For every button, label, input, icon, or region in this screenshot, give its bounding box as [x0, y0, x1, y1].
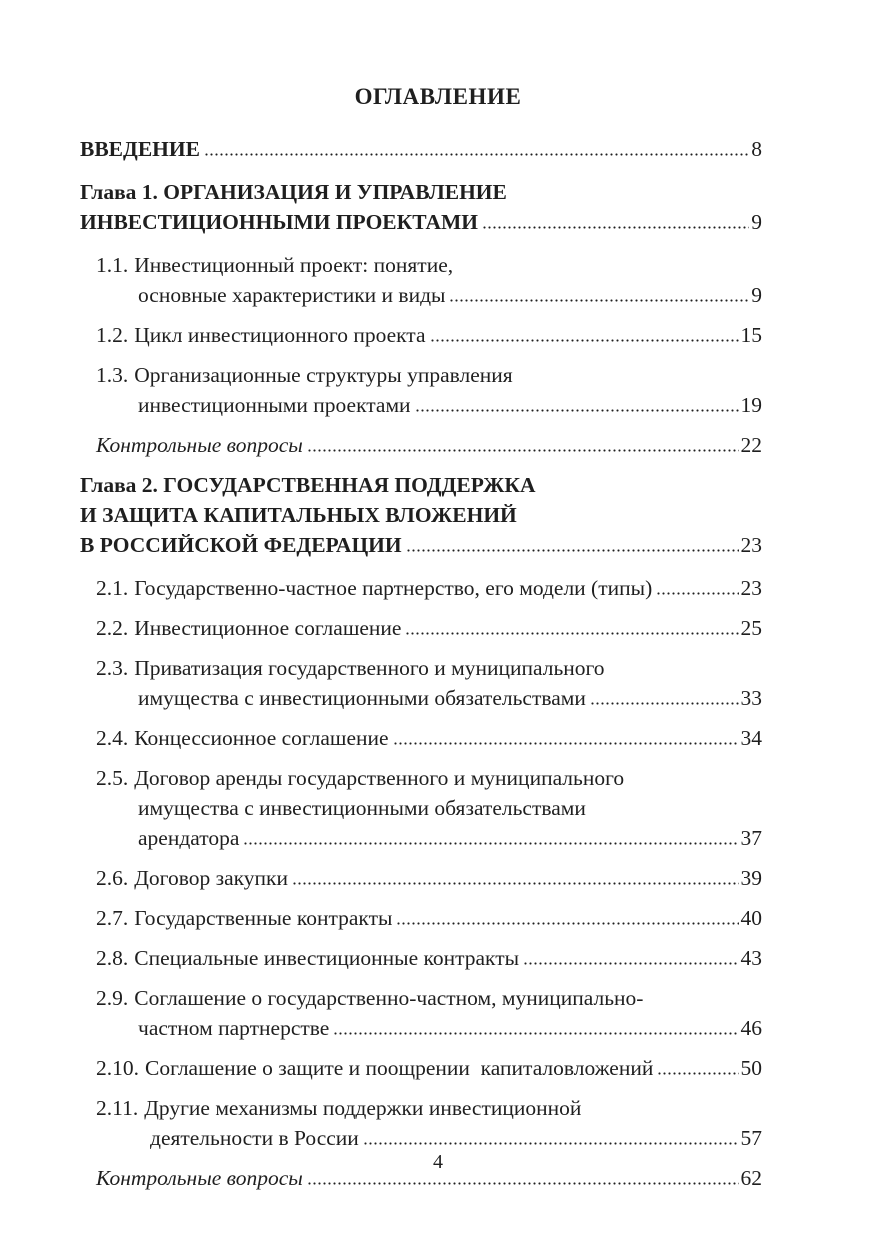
toc-entry-title: Организационные структуры управления	[134, 363, 513, 387]
toc-entry-section-2-5[interactable]	[80, 763, 762, 853]
toc-entry-section-2-11[interactable]	[80, 1093, 762, 1153]
page-number: 4	[433, 1151, 443, 1173]
toc-entry-section-1-1[interactable]	[80, 250, 762, 310]
dot-leader	[656, 590, 738, 597]
toc-page-number: 9	[751, 210, 762, 234]
dot-leader	[482, 224, 749, 231]
toc-entry-title: ВВЕДЕНИЕ	[80, 137, 200, 161]
toc-entry-title: Другие механизмы поддержки инвестиционной	[144, 1096, 582, 1120]
toc-entry-title: Соглашение о защите и поощрении капиталовложений	[145, 1056, 654, 1080]
dot-leader	[333, 1030, 738, 1037]
dot-leader	[307, 1180, 739, 1187]
toc-entry-title: Глава 2. ГОСУДАРСТВЕННАЯ ПОДДЕРЖКА	[80, 473, 536, 497]
toc-entry-section-2-10[interactable]	[80, 1053, 762, 1083]
toc-entry-section-2-9[interactable]	[80, 983, 762, 1043]
toc-page-number: 43	[740, 946, 762, 970]
toc-page-number: 15	[740, 323, 762, 347]
toc-entry-section-2-3[interactable]	[80, 653, 762, 713]
dot-leader	[292, 880, 739, 887]
toc-page-number: 25	[740, 616, 762, 640]
section-number: 2.9.	[96, 986, 129, 1010]
toc-entry-title: Концессионное соглашение	[134, 726, 389, 750]
toc-entry-title: В РОССИЙСКОЙ ФЕДЕРАЦИИ	[80, 533, 402, 557]
toc-entry-section-2-7[interactable]	[80, 903, 762, 933]
section-number: 2.4.	[96, 726, 129, 750]
dot-leader	[405, 630, 738, 637]
toc-entry-section-1-2[interactable]	[80, 320, 762, 350]
toc-entry-title: Инвестиционный проект: понятие,	[134, 253, 454, 277]
toc-entry-title: деятельности в России	[150, 1126, 359, 1150]
toc-entry-chapter-1[interactable]	[80, 177, 762, 237]
toc-entry-section-1-3[interactable]	[80, 360, 762, 420]
dot-leader	[449, 297, 749, 304]
toc-entry-section-2-1[interactable]	[80, 573, 762, 603]
dot-leader	[307, 447, 739, 454]
page-title: ОГЛАВЛЕНИЕ	[354, 84, 522, 109]
dot-leader	[396, 920, 738, 927]
toc-entry-section-2-6[interactable]	[80, 863, 762, 893]
toc-page-number: 62	[740, 1166, 762, 1190]
toc-entry-chapter-2[interactable]	[80, 470, 762, 560]
section-number: 2.11.	[96, 1096, 139, 1120]
toc-page-number: 57	[740, 1126, 762, 1150]
toc-entry-title: имущества с инвестиционными обязательствами	[138, 686, 586, 710]
toc-entry-section-2-2[interactable]	[80, 613, 762, 643]
table-of-contents	[80, 134, 762, 1203]
toc-entry-section-2-8[interactable]	[80, 943, 762, 973]
toc-entry-review-questions-1[interactable]	[80, 430, 762, 460]
section-number: 1.1.	[96, 253, 129, 277]
section-number: 2.1.	[96, 576, 129, 600]
toc-entry-title: Цикл инвестиционного проекта	[134, 323, 426, 347]
dot-leader	[523, 960, 738, 967]
section-number: 2.6.	[96, 866, 129, 890]
toc-page-number: 37	[740, 826, 762, 850]
toc-page-number: 22	[740, 433, 762, 457]
toc-entry-introduction[interactable]	[80, 134, 762, 164]
dot-leader	[393, 740, 739, 747]
toc-entry-title: Инвестиционное соглашение	[134, 616, 402, 640]
section-number: 2.3.	[96, 656, 129, 680]
toc-entry-title: Контрольные вопросы	[96, 433, 303, 457]
toc-entry-title: Договор аренды государственного и муниципального	[134, 766, 625, 790]
dot-leader	[415, 407, 739, 414]
toc-entry-title: ИНВЕСТИЦИОННЫМИ ПРОЕКТАМИ	[80, 210, 479, 234]
dot-leader	[430, 337, 739, 344]
section-number: 1.3.	[96, 363, 129, 387]
section-number: 2.2.	[96, 616, 129, 640]
toc-entry-title: Соглашение о государственно-частном, муниципально-	[134, 986, 644, 1010]
toc-page-number: 33	[740, 686, 762, 710]
dot-leader	[243, 840, 738, 847]
toc-page-number: 46	[740, 1016, 762, 1040]
toc-page-number: 23	[740, 576, 762, 600]
section-number: 2.10.	[96, 1056, 139, 1080]
toc-entry-title: основные характеристики и виды	[138, 283, 446, 307]
toc-entry-title: арендатора	[138, 826, 240, 850]
dot-leader	[590, 700, 739, 707]
toc-entry-title: инвестиционными проектами	[138, 393, 411, 417]
section-number: 1.2.	[96, 323, 129, 347]
dot-leader	[657, 1070, 738, 1077]
toc-entry-section-2-4[interactable]	[80, 723, 762, 753]
dot-leader	[204, 151, 749, 158]
dot-leader	[363, 1140, 739, 1147]
toc-entry-title: Специальные инвестиционные контракты	[134, 946, 520, 970]
toc-page-number: 40	[740, 906, 762, 930]
toc-entry-title: Приватизация государственного и муниципального	[134, 656, 605, 680]
toc-entry-title: Контрольные вопросы	[96, 1166, 303, 1190]
toc-page-number: 50	[740, 1056, 762, 1080]
toc-page-number: 34	[740, 726, 762, 750]
toc-entry-title: частном партнерстве	[138, 1016, 330, 1040]
toc-entry-title: И ЗАЩИТА КАПИТАЛЬНЫХ ВЛОЖЕНИЙ	[80, 503, 517, 527]
toc-page-number: 9	[751, 283, 762, 307]
section-number: 2.5.	[96, 766, 129, 790]
section-number: 2.7.	[96, 906, 129, 930]
dot-leader	[406, 547, 739, 554]
toc-entry-title: Государственно-частное партнерство, его модели (типы)	[134, 576, 653, 600]
toc-entry-title: Глава 1. ОРГАНИЗАЦИЯ И УПРАВЛЕНИЕ	[80, 180, 507, 204]
toc-page-number: 19	[740, 393, 762, 417]
section-number: 2.8.	[96, 946, 129, 970]
toc-page-number: 39	[740, 866, 762, 890]
toc-entry-title: имущества с инвестиционными обязательствами	[138, 796, 586, 820]
toc-page-number: 23	[740, 533, 762, 557]
toc-page-number: 8	[751, 137, 762, 161]
toc-entry-title: Договор закупки	[134, 866, 288, 890]
toc-entry-title: Государственные контракты	[134, 906, 393, 930]
